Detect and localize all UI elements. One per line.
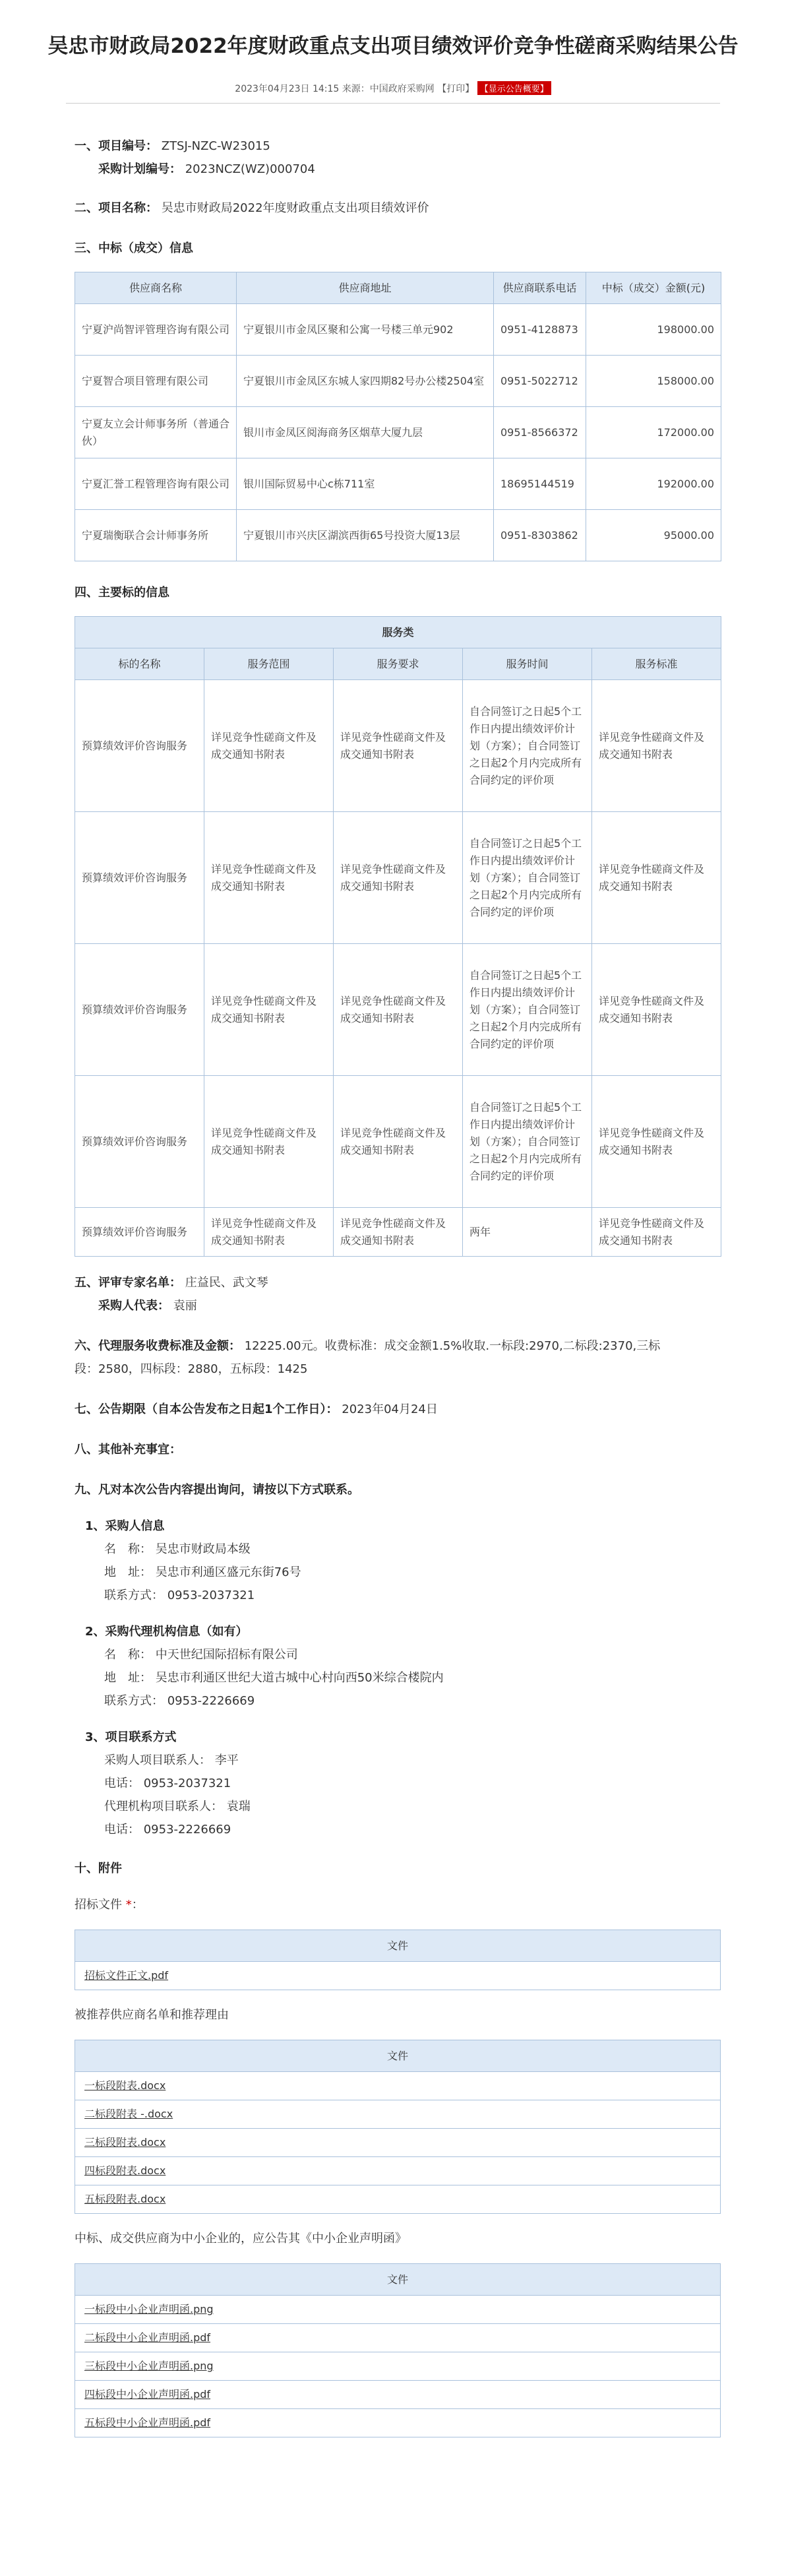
table-row (75, 304, 721, 356)
award-table (75, 272, 721, 561)
source-name: 中国政府采购网 (369, 84, 435, 94)
agency-contact-row (75, 1795, 721, 1818)
buyer-address-label: 地 址： (104, 1565, 152, 1579)
table-row (75, 2100, 721, 2129)
supplier-address: 银川市金凤区阅海商务区烟草大厦九层 (237, 407, 494, 458)
recommended-file-link[interactable]: 三标段附表.docx (84, 2136, 166, 2149)
subject-table-header (75, 648, 721, 680)
table-row (75, 2129, 721, 2157)
other-matters-heading: 八、其他补充事宜： (75, 1443, 181, 1457)
table-row (75, 2296, 721, 2324)
service-standard: 详见竞争性磋商文件及成交通知书附表 (592, 1208, 721, 1257)
sme-file-link[interactable]: 三标段中小企业声明函.png (84, 2360, 214, 2372)
sme-file-link[interactable]: 五标段中小企业声明函.pdf (84, 2416, 211, 2429)
notice-period-value: 2023年04月24日 (342, 1402, 438, 1416)
service-time: 两年 (463, 1208, 592, 1257)
service-standard: 详见竞争性磋商文件及成交通知书附表 (592, 944, 721, 1076)
table-row (75, 2324, 721, 2352)
service-time: 自合同签订之日起5个工作日内提出绩效评价计划（方案）；自合同签订之日起2个月内完成所有合同约定的评价项 (463, 1076, 592, 1208)
supplier-name: 宁夏友立会计师事务所（普通合伙） (75, 407, 237, 458)
recommended-file-link[interactable]: 一标段附表.docx (84, 2079, 166, 2092)
project-name-row (75, 197, 721, 220)
subject-name: 预算绩效评价咨询服务 (75, 944, 204, 1076)
table-row (75, 2072, 721, 2100)
recommended-label: 被推荐供应商名单和推荐理由 (75, 2008, 229, 2022)
bid-docs-colon: ： (131, 1898, 144, 1912)
service-req: 详见竞争性磋商文件及成交通知书附表 (334, 1076, 463, 1208)
notice-period-label: 七、公告期限（自本公告发布之日起1个工作日）： (75, 1402, 338, 1416)
file-column-header: 文件 (75, 2040, 721, 2072)
award-table-header (75, 272, 721, 304)
table-row (75, 2352, 721, 2381)
supplier-name: 宁夏沪尚智评管理咨询有限公司 (75, 304, 237, 356)
subject-name: 预算绩效评价咨询服务 (75, 1076, 204, 1208)
print-link[interactable]: 【打印】 (437, 84, 475, 94)
buyer-address-row (75, 1561, 721, 1584)
col-supplier-phone: 供应商联系电话 (494, 272, 586, 304)
supplier-phone: 0951-8303862 (494, 510, 586, 561)
award-amount: 172000.00 (586, 407, 721, 458)
publish-date: 2023年04月23日 14:15 (235, 84, 340, 94)
main-subject-heading: 四、主要标的信息 (75, 586, 169, 600)
table-row (75, 1076, 721, 1208)
plan-number-value: 2023NCZ(WZ)000704 (185, 162, 315, 176)
service-req: 详见竞争性磋商文件及成交通知书附表 (334, 944, 463, 1076)
table-row (75, 458, 721, 510)
subject-name: 预算绩效评价咨询服务 (75, 680, 204, 812)
agency-address-label: 地 址： (104, 1671, 152, 1685)
supplier-phone: 0951-5022712 (494, 356, 586, 407)
source-label: 来源： (342, 84, 370, 94)
col-service-scope: 服务范围 (204, 648, 334, 680)
supplier-address: 银川国际贸易中心c栋711室 (237, 458, 494, 510)
service-scope: 详见竞争性磋商文件及成交通知书附表 (204, 812, 334, 944)
buyer-rep-label: 采购人代表： (98, 1299, 169, 1313)
agency-fee-label: 六、代理服务收费标准及金额： (75, 1339, 241, 1353)
buyer-tel-label: 联系方式： (104, 1588, 164, 1602)
service-time: 自合同签订之日起5个工作日内提出绩效评价计划（方案）；自合同签订之日起2个月内完成所有合同约定的评价项 (463, 944, 592, 1076)
table-row (75, 407, 721, 458)
project-name-label: 二、项目名称： (75, 201, 158, 215)
col-service-req: 服务要求 (334, 648, 463, 680)
buyer-info-heading: 1、采购人信息 (85, 1519, 165, 1533)
agency-contact-tel-row (75, 1818, 721, 1841)
subject-table-caption: 服务类 (75, 617, 721, 648)
project-number-value: ZTSJ-NZC-W23015 (161, 139, 270, 153)
service-scope: 详见竞争性磋商文件及成交通知书附表 (204, 1208, 334, 1257)
agency-info-heading: 2、采购代理机构信息（如有） (85, 1625, 248, 1639)
expert-list-value: 庄益民、武文琴 (185, 1276, 268, 1290)
project-number-label: 一、项目编号： (75, 139, 158, 153)
buyer-tel: 0953-2037321 (167, 1588, 255, 1602)
table-row (75, 1962, 721, 1990)
page-title: 吴忠市财政局2022年度财政重点支出项目绩效评价竞争性磋商采购结果公告 (47, 34, 739, 58)
expert-list-row (75, 1271, 721, 1294)
service-scope: 详见竞争性磋商文件及成交通知书附表 (204, 680, 334, 812)
agency-tel: 0953-2226669 (167, 1694, 255, 1708)
agency-address-row (75, 1666, 721, 1689)
buyer-name: 吴忠市财政局本级 (155, 1542, 251, 1556)
buyer-name-row (75, 1538, 721, 1561)
recommended-file-link[interactable]: 四标段附表.docx (84, 2164, 166, 2177)
buyer-rep-value: 袁丽 (173, 1299, 197, 1313)
award-info-heading: 三、中标（成交）信息 (75, 241, 193, 255)
plan-number-row (75, 158, 721, 181)
bid-docs-label: 招标文件 (75, 1898, 122, 1912)
agency-tel-label: 联系方式： (104, 1694, 164, 1708)
supplier-name: 宁夏汇誉工程管理咨询有限公司 (75, 458, 237, 510)
buyer-contact-tel-row (75, 1772, 721, 1795)
table-row (75, 1208, 721, 1257)
announcement-body (75, 135, 721, 2437)
supplier-address: 宁夏银川市金凤区东城人家四期82号办公楼2504室 (237, 356, 494, 407)
award-amount: 198000.00 (586, 304, 721, 356)
service-time: 自合同签订之日起5个工作日内提出绩效评价计划（方案）；自合同签订之日起2个月内完成所有合同约定的评价项 (463, 812, 592, 944)
service-req: 详见竞争性磋商文件及成交通知书附表 (334, 1208, 463, 1257)
supplier-address: 宁夏银川市兴庆区湖滨西街65号投资大厦13层 (237, 510, 494, 561)
supplier-name: 宁夏瑞衡联合会计师事务所 (75, 510, 237, 561)
buyer-contact-label: 采购人项目联系人： (104, 1753, 211, 1767)
agency-name-label: 名 称： (104, 1648, 152, 1662)
buyer-name-label: 名 称： (104, 1542, 152, 1556)
agency-contact-label: 代理机构项目联系人： (104, 1800, 223, 1813)
required-star: * (125, 1898, 132, 1912)
agency-contact-tel: 0953-2226669 (143, 1823, 231, 1837)
supplier-name: 宁夏智合项目管理有限公司 (75, 356, 237, 407)
service-scope: 详见竞争性磋商文件及成交通知书附表 (204, 944, 334, 1076)
subject-table (75, 616, 721, 1257)
col-subject-name: 标的名称 (75, 648, 204, 680)
buyer-contact-row (75, 1749, 721, 1772)
recommended-file-link[interactable]: 五标段附表.docx (84, 2193, 166, 2205)
service-req: 详见竞争性磋商文件及成交通知书附表 (334, 812, 463, 944)
file-column-header: 文件 (75, 1930, 721, 1962)
table-row (75, 2185, 721, 2214)
bid-files-table (75, 1930, 721, 1990)
sme-file-link[interactable]: 一标段中小企业声明函.png (84, 2303, 214, 2315)
service-scope: 详见竞争性磋商文件及成交通知书附表 (204, 1076, 334, 1208)
supplier-phone: 0951-8566372 (494, 407, 586, 458)
attachments-heading: 十、附件 (75, 1862, 122, 1875)
award-amount: 95000.00 (586, 510, 721, 561)
subject-name: 预算绩效评价咨询服务 (75, 1208, 204, 1257)
sme-file-link[interactable]: 四标段中小企业声明函.pdf (84, 2388, 211, 2401)
buyer-contact: 李平 (214, 1753, 239, 1767)
contact-heading: 九、凡对本次公告内容提出询问，请按以下方式联系。 (75, 1483, 359, 1497)
agency-tel-row (75, 1689, 721, 1712)
table-row (75, 812, 721, 944)
sme-file-link[interactable]: 二标段中小企业声明函.pdf (84, 2331, 211, 2344)
expert-list-label: 五、评审专家名单： (75, 1276, 181, 1290)
col-service-time: 服务时间 (463, 648, 592, 680)
buyer-address: 吴忠市利通区盛元东街76号 (155, 1565, 301, 1579)
project-number-row (75, 135, 721, 158)
project-name-value: 吴忠市财政局2022年度财政重点支出项目绩效评价 (161, 201, 429, 215)
agency-contact-tel-label: 电话： (104, 1823, 140, 1837)
award-amount: 158000.00 (586, 356, 721, 407)
supplier-phone: 0951-4128873 (494, 304, 586, 356)
agency-address: 吴忠市利通区世纪大道古城中心村向西50米综合楼院内 (155, 1671, 444, 1685)
recommended-file-link[interactable]: 二标段附表 -.docx (84, 2108, 173, 2120)
col-service-standard: 服务标准 (592, 648, 721, 680)
agency-name-row (75, 1643, 721, 1666)
buyer-contact-tel-label: 电话： (104, 1776, 140, 1790)
table-row (75, 944, 721, 1076)
col-supplier-name: 供应商名称 (75, 272, 237, 304)
col-award-amount: 中标（成交）金额(元) (586, 272, 721, 304)
project-contact-heading: 3、项目联系方式 (85, 1730, 177, 1744)
service-standard: 详见竞争性磋商文件及成交通知书附表 (592, 680, 721, 812)
col-supplier-address: 供应商地址 (237, 272, 494, 304)
subject-name: 预算绩效评价咨询服务 (75, 812, 204, 944)
sme-label: 中标、成交供应商为中小企业的，应公告其《中小企业声明函》 (75, 2232, 407, 2246)
buyer-contact-tel: 0953-2037321 (143, 1776, 231, 1790)
supplier-address: 宁夏银川市金凤区聚和公寓一号楼三单元902 (237, 304, 494, 356)
buyer-tel-row (75, 1584, 721, 1607)
service-standard: 详见竞争性磋商文件及成交通知书附表 (592, 812, 721, 944)
agency-fee-line2: 段：2580，四标段：2880，五标段：1425 (75, 1362, 308, 1376)
table-row (75, 356, 721, 407)
table-row (75, 2381, 721, 2409)
supplier-phone: 18695144519 (494, 458, 586, 510)
notice-period-row (75, 1398, 721, 1421)
divider (66, 103, 720, 104)
agency-fee-row (75, 1335, 721, 1358)
plan-number-label: 采购计划编号： (98, 162, 181, 176)
service-time: 自合同签订之日起5个工作日内提出绩效评价计划（方案）；自合同签订之日起2个月内完成所有合同约定的评价项 (463, 680, 592, 812)
meta-line (0, 81, 786, 95)
service-req: 详见竞争性磋商文件及成交通知书附表 (334, 680, 463, 812)
buyer-rep-row (75, 1294, 721, 1317)
file-column-header: 文件 (75, 2264, 721, 2296)
award-amount: 192000.00 (586, 458, 721, 510)
agency-contact: 袁瑞 (226, 1800, 251, 1813)
bid-docs-label-row (75, 1893, 721, 1916)
bid-file-link[interactable]: 招标文件正文.pdf (84, 1969, 169, 1982)
sme-files-table (75, 2263, 721, 2437)
table-row (75, 2409, 721, 2437)
agency-name: 中天世纪国际招标有限公司 (155, 1648, 298, 1662)
show-summary-button[interactable]: 【显示公告概要】 (477, 81, 551, 95)
recommended-files-table (75, 2040, 721, 2214)
table-row (75, 2157, 721, 2185)
service-standard: 详见竞争性磋商文件及成交通知书附表 (592, 1076, 721, 1208)
agency-fee-line1: 12225.00元。收费标准：成交金额1.5%收取.一标段:2970,二标段:2370,三标 (244, 1339, 661, 1353)
table-row (75, 510, 721, 561)
table-row (75, 680, 721, 812)
